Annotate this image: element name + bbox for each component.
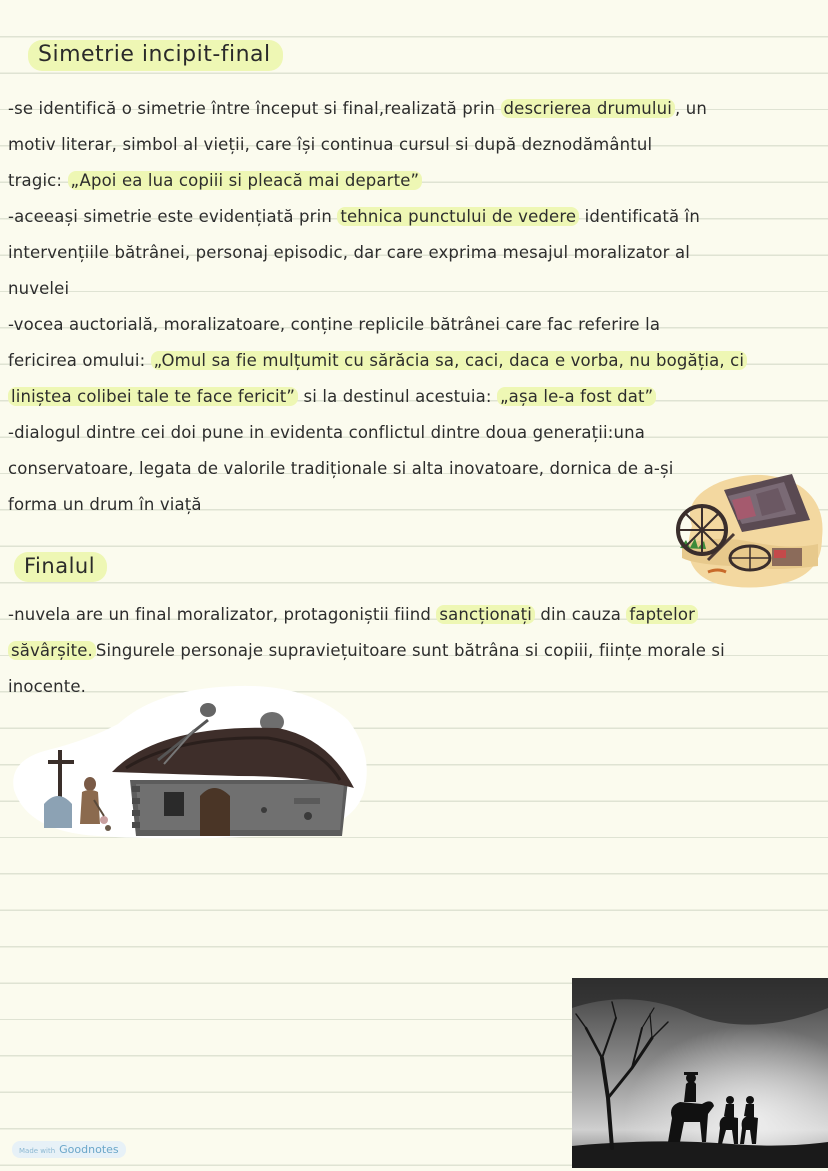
note-line [8,350,747,372]
note-text: , un [674,99,707,118]
note-text: din cauza [535,605,627,624]
section-title-symmetry: Simetrie incipit-final [28,40,283,71]
note-line [8,494,202,516]
note-text: Singurele personaje supraviețuitoare sunt bătrâna si copiii, ființe morale si [95,641,725,660]
note-text: forma un drum în viață [8,495,202,514]
note-text: nuvelei [8,279,70,298]
highlighted-text: „Apoi ea lua copiii si pleacă mai departe” [68,171,423,190]
note-text: -dialogul dintre cei doi pune in evidenta conflictul dintre doua generații:una [8,423,645,442]
highlighted-text: descrierea drumului [501,99,675,118]
note-line [8,98,707,120]
note-line [8,458,673,480]
note-line [8,242,690,264]
highlighted-text: săvârșite. [8,641,96,660]
note-line [8,314,660,336]
note-text: -aceeași simetrie este evidențiată prin [8,207,338,226]
note-line [8,206,700,228]
note-text: identificată în [579,207,701,226]
section-title-ending: Finalul [14,552,107,582]
note-text: conservatoare, legata de valorile tradiționale si alta inovatoare, dornica de a-și [8,459,674,478]
note-text: -nuvela are un final moralizator, protagoniștii fiind [8,605,437,624]
note-line [8,640,725,662]
note-text: intervențiile bătrânei, personaj episodic, dar care exprima mesajul moralizator al [8,243,690,262]
note-line [8,604,698,626]
highlighted-text: faptelor [626,605,698,624]
ruined-cottage-sticker [8,680,372,842]
note-text: si la destinul acestuia: [298,387,497,406]
silhouette-riders-photo [572,978,828,1168]
goodnotes-watermark [12,1141,126,1158]
highlighted-text: „Omul sa fie mulțumit cu sărăcia sa, caci, daca e vorba, nu bogăția, ci [151,351,747,370]
note-line [8,278,69,300]
note-text: motiv literar, simbol al vieții, care își continua cursul si după deznodământul [8,135,653,154]
highlighted-text: sancționați [436,605,535,624]
note-line [8,386,656,408]
note-text: tragic: [8,171,68,190]
highlighted-text: tehnica punctului de vedere [337,207,579,226]
watermark-brand: Goodnotes [59,1143,119,1156]
note-line [8,170,422,192]
highlighted-text: „așa le-a fost dat” [497,387,656,406]
note-line [8,134,652,156]
watermark-prefix: Made with [19,1147,56,1155]
note-text: -vocea auctorială, moralizatoare, conține replicile bătrânei care fac referire la [8,315,661,334]
highlighted-text: liniștea colibei tale te face fericit” [8,387,298,406]
note-line [8,422,645,444]
note-text: -se identifică o simetrie între început si final,realizată prin [8,99,501,118]
wagon-sticker [672,468,828,592]
note-text: inocente. [8,677,87,696]
note-text: fericirea omului: [8,351,151,370]
